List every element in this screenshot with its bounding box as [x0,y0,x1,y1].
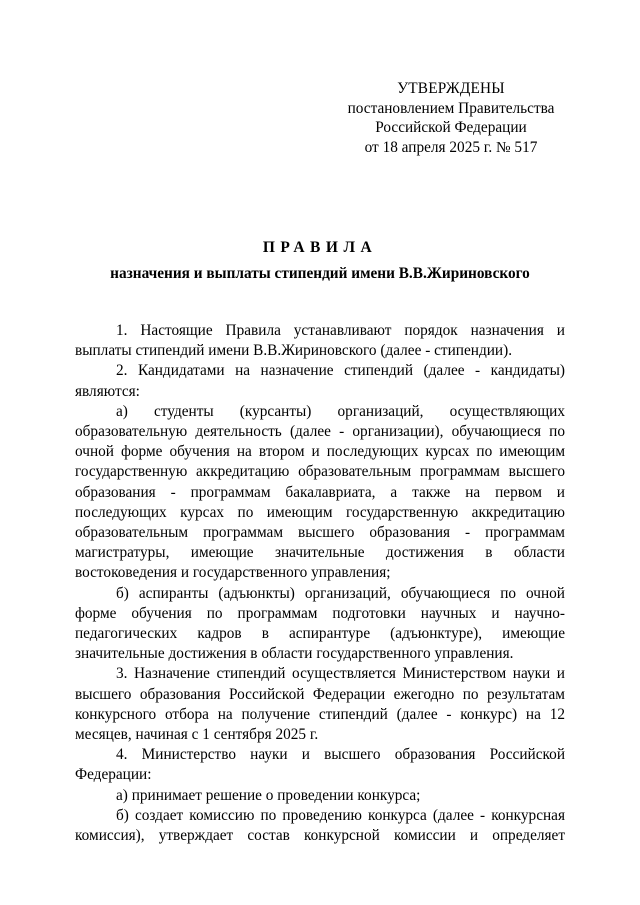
paragraph-2b: б) аспиранты (адъюнкты) организаций, обучающиеся по очной форме обучения по программам подготовки научных и научно-педагогических кадров в аспирантуре (адъюнктуре), имеющие значительные достижения в области государственного управления. [75,584,565,663]
approval-line-federation: Российской Федерации [375,119,527,136]
paragraph-4: 4. Министерство науки и высшего образования Российской Федерации: [75,746,565,784]
paragraph-3: 3. Назначение стипендий осуществляется Министерством науки и высшего образования Российской Федерации ежегодно по результатам конкурсного отбора на получение стипендий (далее - конкурс) на 12 месяцев, начиная с 1 сентября 2025 г. [75,665,565,744]
document-title: ПРАВИЛА [262,239,378,256]
approval-block [336,79,566,157]
paragraph-2: 2. Кандидатами на назначение стипендий (далее - кандидаты) являются: [75,362,565,400]
approval-line-resolution: постановлением Правительства [347,99,555,117]
rules-body [75,321,565,846]
approval-line-date: от 18 апреля 2025 г. № 517 [364,138,538,156]
approval-heading: УТВЕРЖДЕНЫ [397,80,505,97]
paragraph-1: 1. Настоящие Правила устанавливают порядок назначения и выплаты стипендий имени В.В.Жириновского (далее - стипендии). [75,322,565,360]
paragraph-2a: а) студенты (курсанты) организаций, осуществляющих образовательную деятельность (далее - организации), обучающиеся по очной форме обучения на втором и последующих курсах по имеющим государственную аккредитацию образовательным программам высшего образования - программам бакалавриата, а также на первом и последующих курсах по имеющим государственную аккредитацию образовательным программам высшего образования - программам магистратуры, имеющие значительные достижения в области востоковедения и государственного управления; [75,402,565,582]
document-subtitle: назначения и выплаты стипендий имени В.В.Жириновского [110,265,530,282]
paragraph-4a: а) принимает решение о проведении конкурса; [116,786,421,804]
paragraph-4b: б) создает комиссию по проведению конкурса (далее - конкурсная комиссия), утверждает состав конкурсной комиссии и определяет [75,806,565,845]
